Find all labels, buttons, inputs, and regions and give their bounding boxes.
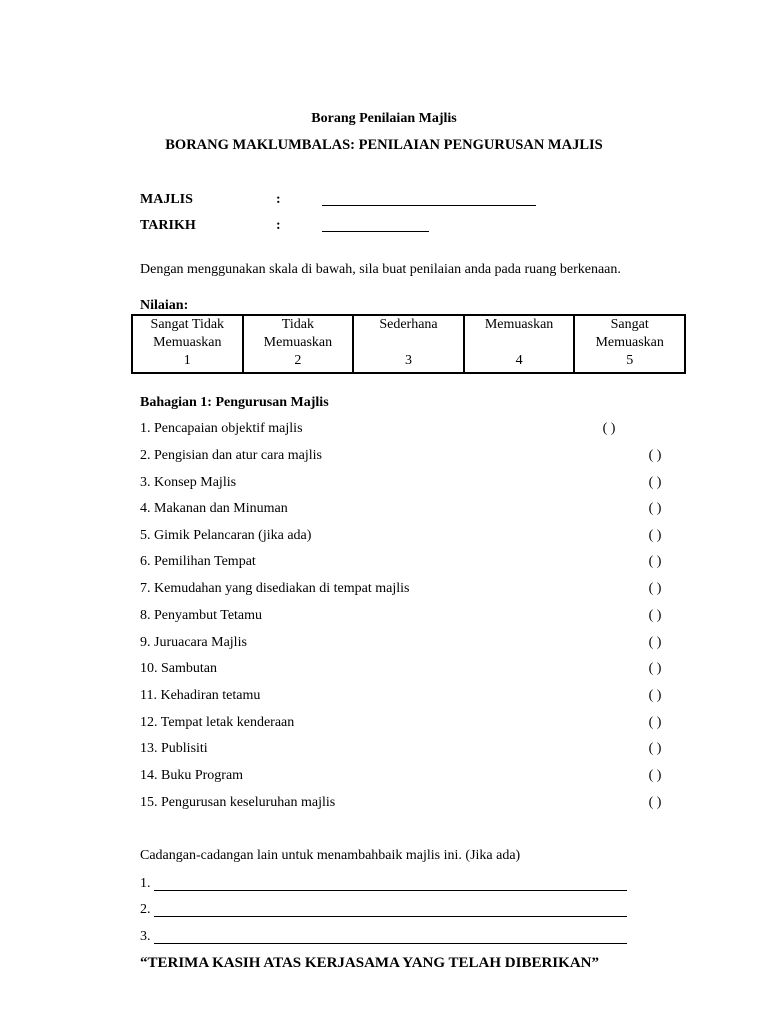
- suggestion-line-2[interactable]: [154, 902, 627, 917]
- list-item: 11. Kehadiran tetamu: [140, 688, 261, 703]
- scale-value: 3: [404, 353, 412, 368]
- section-heading: Bahagian 1: Pengurusan Majlis: [140, 395, 329, 410]
- rating-box[interactable]: ( ): [648, 741, 662, 756]
- rating-box[interactable]: ( ): [648, 661, 662, 676]
- scale-label-line2: [356, 334, 461, 352]
- scale-label-line2: Memuaskan: [595, 335, 664, 350]
- list-item: 14. Buku Program: [140, 768, 244, 783]
- scale-cell-1: [132, 315, 243, 373]
- majlis-label: MAJLIS: [140, 192, 193, 207]
- scale-label-line1: Tidak: [281, 317, 314, 332]
- list-item: 10. Sambutan: [140, 661, 217, 676]
- suggestion-number: 1.: [140, 876, 151, 891]
- rating-box[interactable]: ( ): [648, 501, 662, 516]
- instruction-text: Dengan menggunakan skala di bawah, sila buat penilaian anda pada ruang berkenaan.: [140, 262, 621, 277]
- list-item: 12. Tempat letak kenderaan: [140, 715, 295, 730]
- scale-label-line1: Sederhana: [379, 317, 438, 332]
- majlis-field[interactable]: [322, 192, 536, 211]
- suggestions-prompt: Cadangan-cadangan lain untuk menambahbaik majlis ini. (Jika ada): [140, 848, 521, 863]
- rating-box[interactable]: ( ): [648, 608, 662, 623]
- scale-label-line1: Sangat Tidak: [150, 317, 225, 332]
- tarikh-label: TARIKH: [140, 218, 196, 233]
- document-subtitle: BORANG MAKLUMBALAS: PENILAIAN PENGURUSAN MAJLIS: [165, 137, 603, 153]
- scale-cell-5: [574, 315, 685, 373]
- scale-cell-3: [353, 315, 464, 373]
- suggestion-line-3[interactable]: [154, 929, 627, 944]
- rating-box[interactable]: ( ): [648, 475, 662, 490]
- list-item: 3. Konsep Majlis: [140, 475, 237, 490]
- scale-label-line2: Memuaskan: [153, 335, 222, 350]
- scale-label-line1: Sangat: [610, 317, 649, 332]
- rating-box[interactable]: ( ): [648, 448, 662, 463]
- scale-cell-2: [243, 315, 354, 373]
- rating-box[interactable]: ( ): [648, 581, 662, 596]
- rating-box[interactable]: ( ): [648, 528, 662, 543]
- list-item: 9. Juruacara Majlis: [140, 635, 247, 650]
- rating-scale-table: [131, 314, 686, 374]
- scale-label-line2: [467, 334, 572, 352]
- list-item: 2. Pengisian dan atur cara majlis: [140, 448, 322, 463]
- list-item: 8. Penyambut Tetamu: [140, 608, 263, 623]
- closing-message: “TERIMA KASIH ATAS KERJASAMA YANG TELAH DIBERIKAN”: [140, 955, 599, 971]
- rating-box[interactable]: ( ): [648, 768, 662, 783]
- rating-heading: Nilaian:: [140, 298, 189, 313]
- rating-box[interactable]: ( ): [648, 635, 662, 650]
- list-item: 5. Gimik Pelancaran (jika ada): [140, 528, 312, 543]
- rating-box[interactable]: ( ): [648, 795, 662, 810]
- rating-box[interactable]: ( ): [648, 715, 662, 730]
- scale-cell-4: [464, 315, 575, 373]
- document-title: Borang Penilaian Majlis: [311, 111, 457, 126]
- suggestion-line-1[interactable]: [154, 876, 627, 891]
- rating-box[interactable]: ( ): [648, 554, 662, 569]
- scale-label-line1: Memuaskan: [484, 317, 554, 332]
- list-item: 13. Publisiti: [140, 741, 208, 756]
- rating-box[interactable]: ( ): [602, 421, 616, 436]
- list-item: 7. Kemudahan yang disediakan di tempat majlis: [140, 581, 410, 596]
- tarikh-colon: :: [276, 218, 281, 233]
- scale-value: 5: [626, 353, 634, 368]
- list-item: 1. Pencapaian objektif majlis: [140, 421, 303, 436]
- scale-value: 4: [515, 353, 523, 368]
- scale-label-line2: Memuaskan: [263, 335, 333, 350]
- scale-value: 1: [183, 353, 191, 368]
- list-item: 4. Makanan dan Minuman: [140, 501, 288, 516]
- majlis-colon: :: [276, 192, 281, 207]
- suggestion-number: 3.: [140, 929, 151, 944]
- rating-box[interactable]: ( ): [648, 688, 662, 703]
- list-item: 6. Pemilihan Tempat: [140, 554, 256, 569]
- scale-value: 2: [294, 353, 302, 368]
- tarikh-field[interactable]: [322, 218, 429, 237]
- suggestion-number: 2.: [140, 902, 151, 917]
- list-item: 15. Pengurusan keseluruhan majlis: [140, 795, 336, 810]
